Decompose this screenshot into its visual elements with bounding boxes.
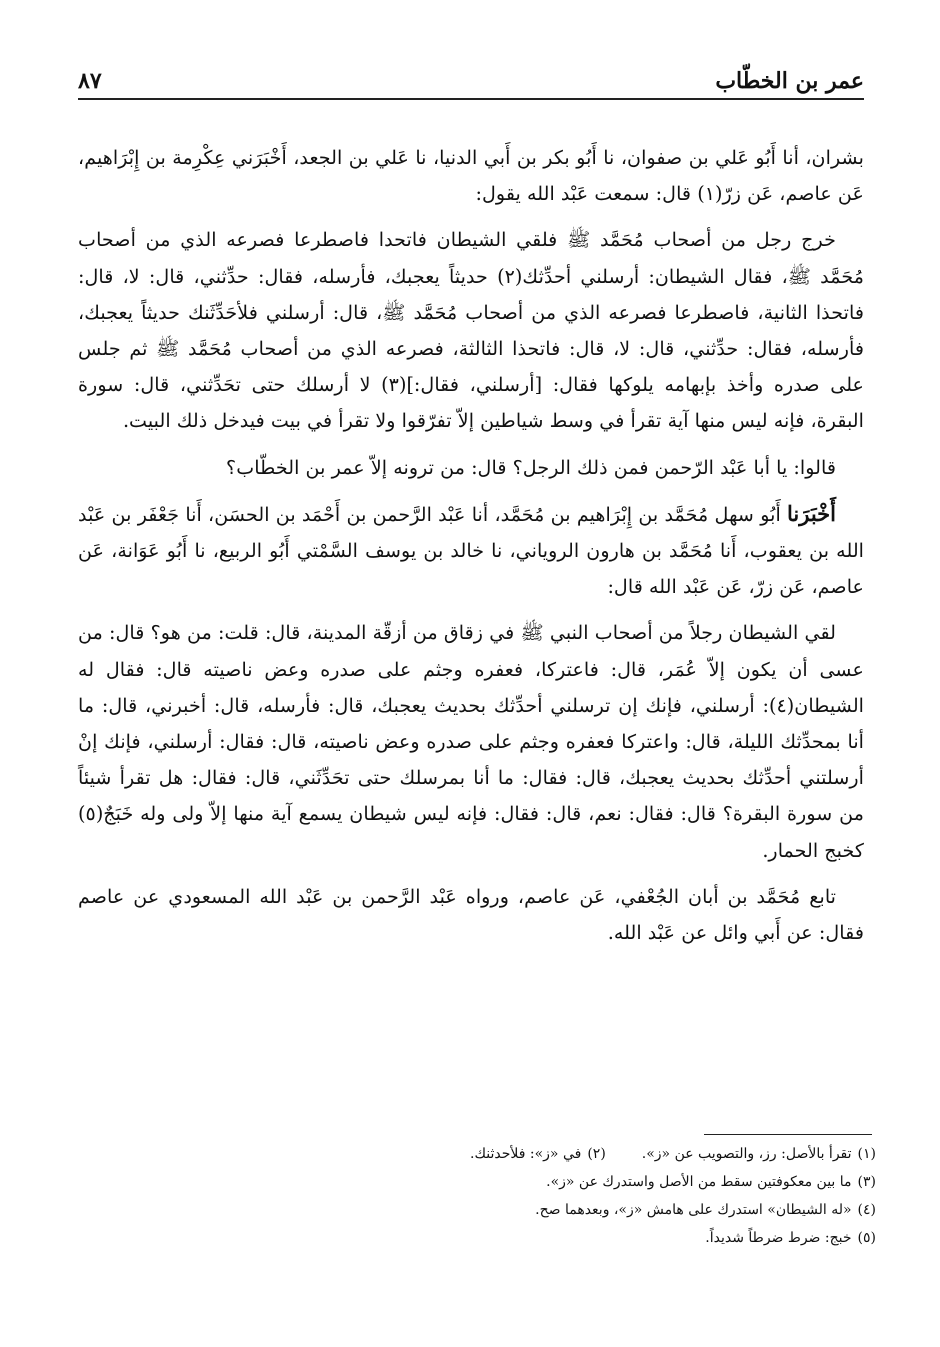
footnote-text: ما بين معكوفتين سقط من الأصل واستدرك عن «ز». xyxy=(546,1174,852,1190)
footnote-1 xyxy=(642,1140,876,1168)
footnote-number: (٥) xyxy=(857,1230,876,1246)
footnote-number: (٤) xyxy=(857,1202,876,1218)
main-text xyxy=(78,140,864,951)
paragraph-isnad: بشران، أنا أَبُو عَلي بن صفوان، نا أَبُو بكر بن أَبي الدنيا، نا عَلي بن الجعد، أَخْبَرَني عِكْرِمة بن إِبْرَاهيم، عَن عاصم، عَن زرّ(١) قال: سمعت عَبْد الله يقول: xyxy=(78,146,864,206)
lead-word: أَخْبَرَنا xyxy=(787,500,836,526)
paragraph-tabi: تابع مُحَمَّد بن أبان الجُعْفي، عَن عاصم، ورواه عَبْد الرَّحمن بن عَبْد الله المسعودي عن عاصم فقال: عن أَبي وائل عن عَبْد الله. xyxy=(78,884,864,945)
page-number: ٨٧ xyxy=(78,68,102,94)
paragraph-hadith: خرج رجل من أصحاب مُحَمَّد ﷺ فلقي الشيطان فاتحدا فاصطرعا فصرعه الذي من أصحاب مُحَمَّد ﷺ، فقال الشيطان: أرسلني أحدِّثك(٢) حديثاً يعجبك، فأرسله، فقال: حدِّثني، قال: لا، قال: فاتحذا الثانية، فاصطرعا فصرعه الذي من أصحاب مُحَمَّد ﷺ، قال: أرسلني فلأحَدِّثَنك حديثاً يعجبك، فأرسله، فقال: حدِّثني، قال: لا، قال: فاتحذا الثالثة، فصرعه الذي من أصحاب مُحَمَّد ﷺ ثم جلس على صدره وأخذ بإبهامه يلوكها فقال: [أرسلني، فقال:](٣) لا أرسلك حتى تحَدِّثني، قال: سورة البقرة، فإنه ليس منها آية تقرأ في وسط شياطين إلاّ تفرّقوا ولا تقرأ في بيت فيدخل ذلك البيت. xyxy=(78,228,864,433)
paragraph-second-isnad xyxy=(78,496,864,606)
footnotes xyxy=(78,1140,876,1252)
footnote-text: في «ز»: فلأحدثنك. xyxy=(470,1146,582,1162)
page-header xyxy=(78,60,864,100)
paragraph-second-hadith: لقي الشيطان رجلاً من أصحاب النبي ﷺ في زقاق من أزقّة المدينة، قال: قلت: من هو؟ قال: من عسى أن يكون إلاّ عُمَر، قال: فاعتركا، فعفره وجثم على صدره وعض ناصيته قال: فقال له الشيطان(٤): أرسلني، فإنك إن ترسلني أحدِّثك بحديث يعجبك، قال: فأرسله، قال: أخبرني، قال: ما أنا بمحدِّثك الليلة، قال: واعتركا فعفره وجثم على صدره وعض ناصيته، قال: فقال: أرسلني، فإنك إنْ أرسلتني أحدِّثك بحديث يعجبك، قال: فقال: ما أنا بمرسلك حتى تحَدِّثَني، قال: فقال: هل تقرأ شيئاً من سورة البقرة؟ قال: فقال: نعم، قال: فقال: فإنه ليس شيطان يسمع آية منها إلاّ ولى وله خَبَجٌ(٥) كخبج الحمار. xyxy=(78,621,864,862)
footnote-2 xyxy=(470,1140,606,1168)
second-isnad-text: أَبُو سهل مُحَمَّد بن إِبْرَاهيم بن مُحَمَّد، أنا عَبْد الرَّحمن بن أَحْمَد بن الحسَن، أَنا جَعْفَر بن عَبْد الله بن يعقوب، أَنا مُحَمَّد بن هارون الروياني، نا خالد بن يوسف السَّمْتي أَبُو الربيع، نا أَبُو عَوَانة، عَن عاصم، عَن زرّ، عَن عَبْد الله قال: xyxy=(78,502,864,599)
footnote-text: خبج: ضرط ضرطاً شديداً. xyxy=(705,1230,852,1246)
running-head: عمر بن الخطّاب xyxy=(715,68,864,94)
footnote-divider xyxy=(704,1134,872,1135)
footnote-number: (٣) xyxy=(857,1174,876,1190)
footnote-4 xyxy=(78,1196,876,1224)
footnote-row xyxy=(78,1140,876,1168)
footnote-text: «له الشيطان» استدرك على هامش «ز»، وبعدهما صح. xyxy=(535,1202,852,1218)
footnote-number: (٢) xyxy=(587,1146,606,1162)
paragraph-question: قالوا: يا أبا عَبْد الرّحمن فمن ذلك الرجل؟ قال: من ترونه إلاّ عمر بن الخطّاب؟ xyxy=(226,455,836,479)
footnote-text: تقرأ بالأصل: رز، والتصويب عن «ز». xyxy=(641,1146,852,1162)
footnote-3 xyxy=(78,1168,876,1196)
footnote-number: (١) xyxy=(857,1146,876,1162)
footnote-5 xyxy=(78,1224,876,1252)
